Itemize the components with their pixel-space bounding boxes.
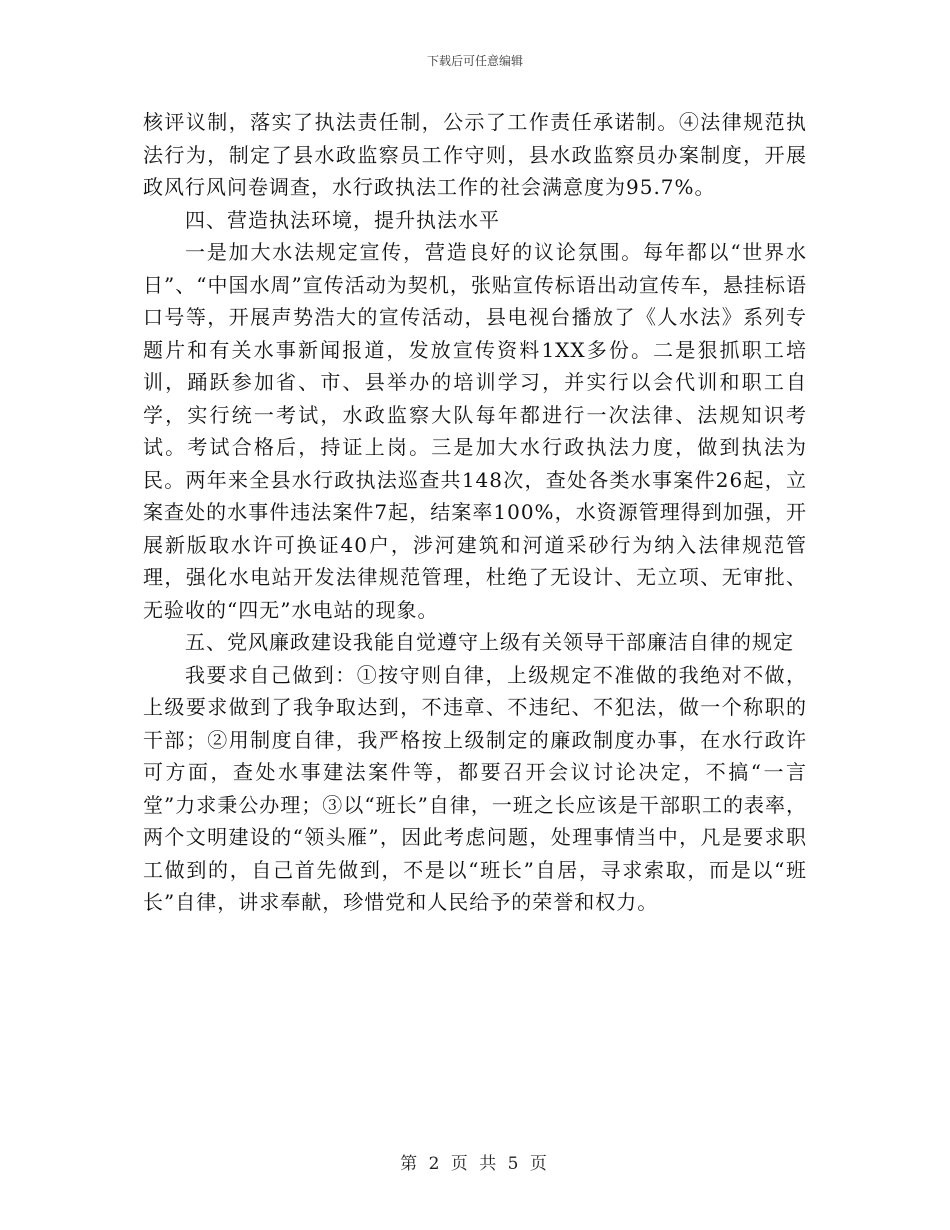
document-body	[143, 106, 807, 919]
header-note: 下载后可任意编辑	[426, 54, 523, 68]
paragraph-self-discipline: 我要求自己做到：①按守则自律，上级规定不准做的我绝对不做，上级要求做到了我争取达到，不违章、不违纪、不犯法，做一个称职的干部；②用制度自律，我严格按上级制定的廉政制度办事，在水行政许可方面，查处水事建法案件等，都要召开会议讨论决定，不搞“一言堂”力求秉公办理；③以“班长”自律，一班之长应该是干部职工的表率，两个文明建设的“领头雁”，因此考虑问题，处理事情当中，凡是要求职工做到的，自己首先做到，不是以“班长”自居，寻求索取，而是以“班长”自律，讲求奉献，珍惜党和人民给予的荣誉和权力。	[143, 662, 807, 914]
page-number: 第 2 页 共 5 页	[400, 1154, 550, 1174]
section-heading-4: 四、营造执法环境，提升执法水平	[185, 207, 500, 232]
paragraph-law-enforcement-environment: 一是加大水法规定宣传，营造良好的议论氛围。每年都以“世界水日”、“中国水周”宣传活动为契机，张贴宣传标语出动宣传车，悬挂标语口号等，开展声势浩大的宣传活动，县电视台播放了《人水法》系列专题片和有关水事新闻报道，发放宣传资料1XX多份。二是狠抓职工培训，踊跃参加省、市、县举办的培训学习，并实行以会代训和职工自学，实行统一考试，水政监察大队每年都进行一次法律、法规知识考试。考试合格后，持证上岗。三是加大水行政执法力度，做到执法为民。两年来全县水行政执法巡查共148次，查处各类水事案件26起，立案查处的水事件违法案件7起，结案率100%，水资源管理得到加强，开展新版取水许可换证40户，涉河建筑和河道采砂行为纳入法律规范管理，强化水电站开发法律规范管理，杜绝了无设计、无立项、无审批、无验收的“四无”水电站的现象。	[143, 240, 807, 622]
section-heading-5: 五、党风廉政建设我能自觉遵守上级有关领导干部廉洁自律的规定	[185, 630, 794, 654]
paragraph-continuation: 核评议制，落实了执法责任制，公示了工作责任承诺制。④法律规范执法行为，制定了县水政监察员工作守则，县水政监察员办案制度，开展政风行风问卷调查，水行政执法工作的社会满意度为95.7%。	[143, 110, 807, 199]
